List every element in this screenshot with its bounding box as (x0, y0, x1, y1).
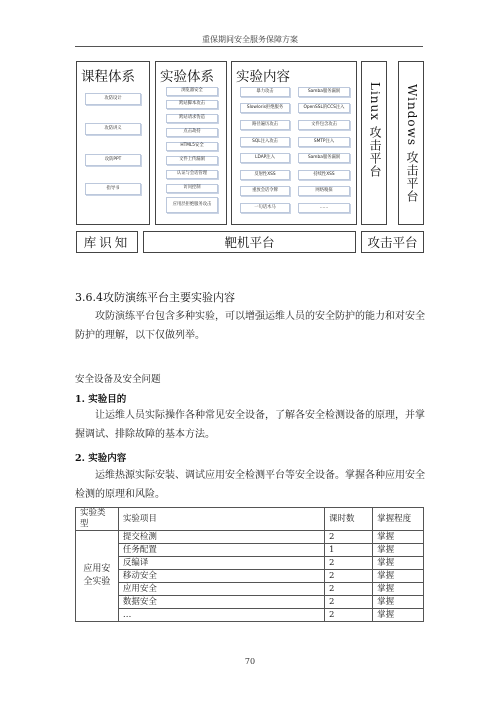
goal-heading: 1. 实验目的 (75, 394, 127, 405)
content-item: Slowloris拒绝服务 (240, 103, 290, 113)
table-cell: 掌握 (373, 570, 424, 583)
header-rule (75, 46, 423, 47)
experiment-item: 浏览器安全 (166, 87, 218, 96)
library-bar: 库识知 (76, 231, 138, 253)
table-row (76, 609, 424, 622)
windows-panel (398, 61, 424, 225)
table-cell: 掌握 (373, 544, 424, 557)
table-row (76, 557, 424, 570)
content-item: 重放会话令牌 (240, 186, 290, 196)
table-row (76, 531, 424, 544)
table-cell: 2 (325, 583, 373, 596)
experiment-item: 跨站请求伪造 (166, 114, 218, 123)
content-title: 实验内容 (236, 69, 290, 85)
table-header: 课时数 (325, 508, 373, 531)
course-item: 攻防PPT (85, 154, 141, 166)
table-cell: 掌握 (373, 557, 424, 570)
page-header: 重保期间安全服务保障方案 (202, 35, 298, 44)
table-cell: 掌握 (373, 596, 424, 609)
experiment-panel (155, 61, 227, 225)
experiment-table (75, 507, 424, 622)
subheading: 安全设备及安全问题 (75, 374, 161, 385)
course-item: 指导书 (85, 183, 141, 195)
table-header-row (76, 508, 424, 531)
content-item: Samba服务漏洞 (298, 87, 350, 97)
table-cell: 移动安全 (118, 570, 324, 583)
table-header: 实验类型 (76, 508, 119, 531)
content-item: …… (298, 203, 350, 213)
section-title: 3.6.4攻防演练平台主要实验内容 (75, 291, 235, 304)
experiment-item: 文件上传漏洞 (166, 156, 218, 165)
table-cell: 1 (325, 544, 373, 557)
table-cell: 数据安全 (118, 596, 324, 609)
table-cell: 掌握 (373, 609, 424, 622)
table-cell: 掌握 (373, 583, 424, 596)
experiment-item: 点击劫持 (166, 128, 218, 137)
experiment-item: 应用层拒绝服务攻击 (166, 197, 218, 213)
content-item: 文件包含攻击 (298, 120, 350, 130)
content-item: SQL注入攻击 (240, 137, 290, 147)
table-row (76, 570, 424, 583)
content-item: LDAP注入 (240, 153, 290, 163)
table-row (76, 583, 424, 596)
experiment-title: 实验体系 (160, 69, 214, 85)
linux-panel (361, 61, 387, 225)
content-panel (231, 61, 357, 225)
experiment-item: HTML5安全 (166, 142, 218, 151)
goal-paragraph: 让运维人员实际操作各种常见安全设备，了解各安全检测设备的原理，并掌握调试、排除故障的基本方法。 (75, 410, 425, 440)
table-cell: 掌握 (373, 531, 424, 544)
table-cell: 2 (325, 609, 373, 622)
content-item: OpenSSL的CCS注入 (298, 103, 350, 113)
experiment-item: 跨站脚本攻击 (166, 100, 218, 109)
intro-paragraph: 攻防演练平台包含多种实验，可以增强运维人员的安全防护的能力和对安全防护的理解，以下仅做列举。 (75, 311, 425, 341)
content-item: 网络嗅探 (298, 186, 350, 196)
table-header: 实验项目 (118, 508, 324, 531)
target-bar: 靶机平台 (143, 231, 356, 253)
content-item: SMTP注入 (298, 137, 350, 147)
content-item: 路径遍历攻击 (240, 120, 290, 130)
course-title: 课程体系 (81, 69, 135, 85)
content-item: Samba服务漏洞 (298, 153, 350, 163)
course-panel (76, 61, 150, 225)
table-cell: 应用安全 (118, 583, 324, 596)
table-row (76, 544, 424, 557)
content-item: 持续性XSS (298, 170, 350, 180)
table-cell: 提交检测 (118, 531, 324, 544)
category-cell: 应用安全实验 (76, 531, 119, 622)
attack-bar: 攻击平台 (361, 231, 424, 253)
course-item: 攻防设计 (85, 93, 141, 105)
page-number: 70 (244, 657, 256, 666)
table-cell: 反编译 (118, 557, 324, 570)
content-heading: 2. 实验内容 (75, 453, 127, 464)
linux-label: Linux 攻击平台 (368, 82, 382, 178)
table-cell: 2 (325, 570, 373, 583)
content-paragraph: 运维热源实际安装、调试应用安全检测平台等安全设备。掌握各种应用安全检测的原理和风险。 (75, 470, 425, 500)
table-cell: 2 (325, 557, 373, 570)
experiment-item: 访问控制 (166, 184, 218, 193)
table-cell: 2 (325, 531, 373, 544)
windows-label: Windows 攻击平台 (405, 84, 419, 203)
content-item: 反射性XSS (240, 170, 290, 180)
content-item: 暴力攻击 (240, 87, 290, 97)
table-cell: 任务配置 (118, 544, 324, 557)
table-row (76, 596, 424, 609)
platform-diagram (74, 59, 426, 255)
experiment-item: 认证与会话管理 (166, 170, 218, 179)
content-item: 一句话木马 (240, 203, 290, 213)
table-cell: 2 (325, 596, 373, 609)
table-header: 掌握程度 (373, 508, 424, 531)
course-item: 攻防讲义 (85, 123, 141, 135)
table-cell: … (118, 609, 324, 622)
